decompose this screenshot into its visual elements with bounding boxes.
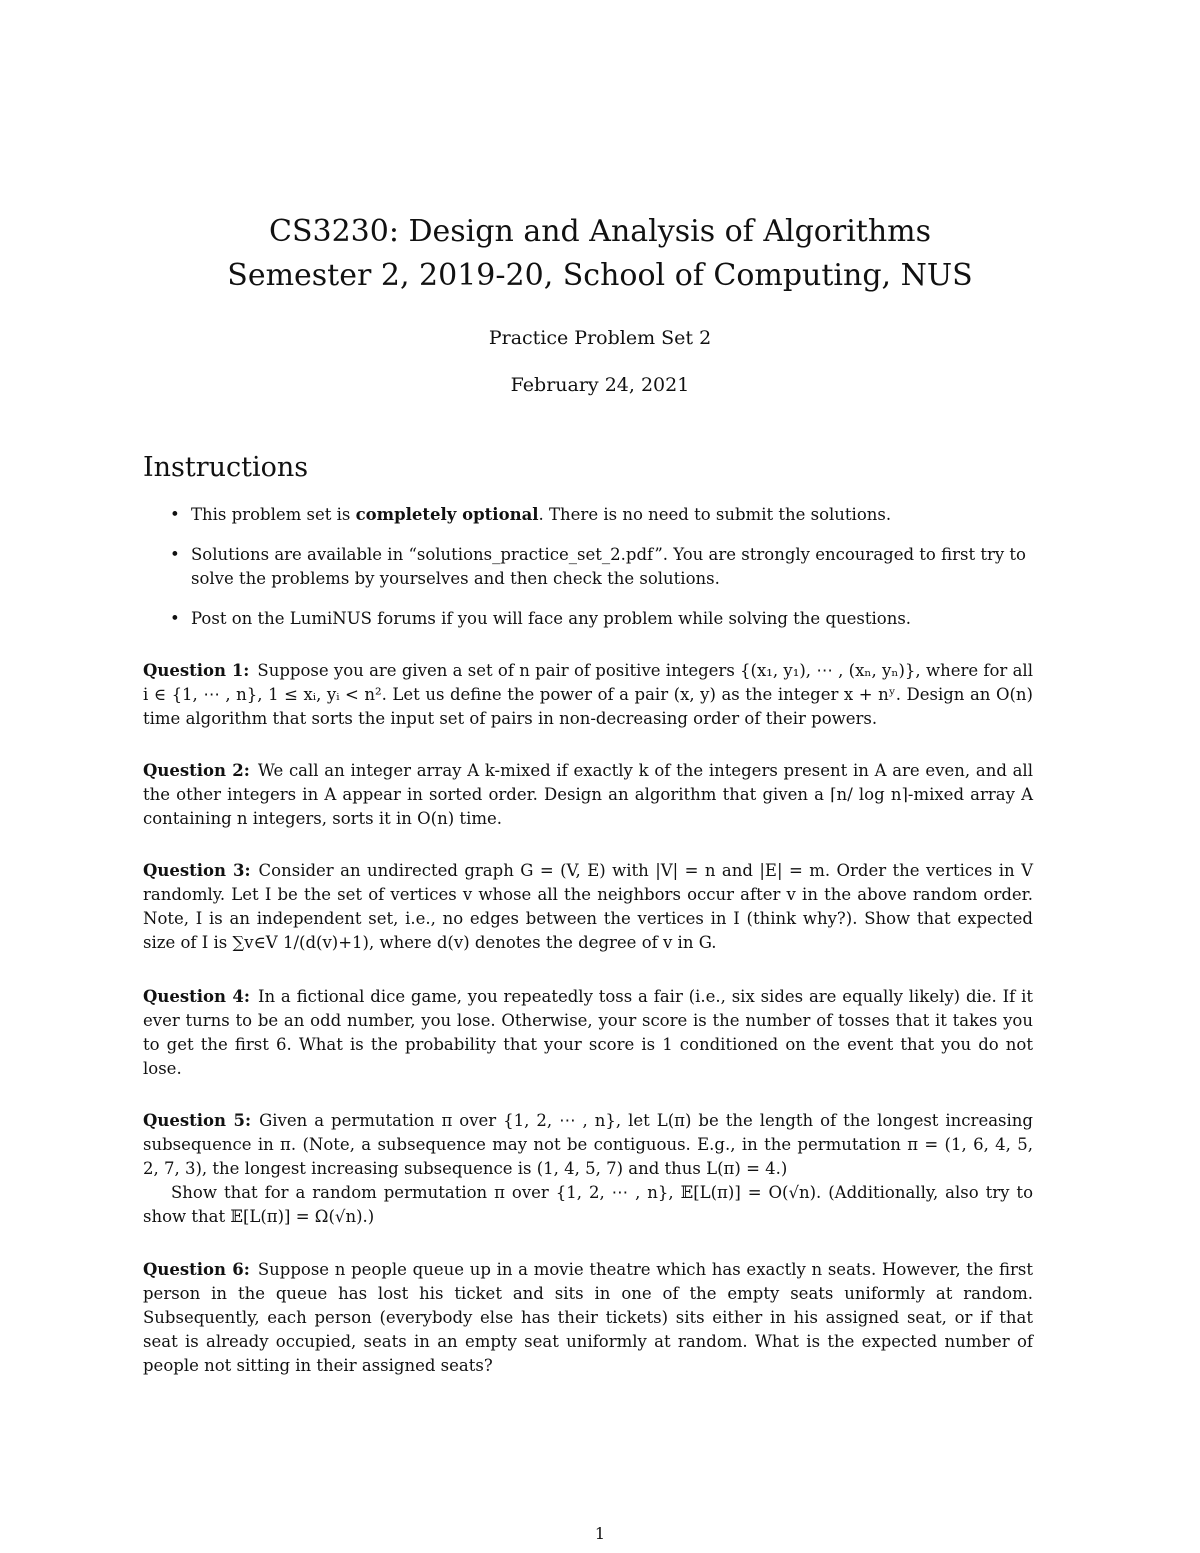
question-text: In a fictional dice game, you repeatedly toss a fair (i.e., six sides are equally likely) die. If it ever turns to be an odd number, you lose. Otherwise, your score is the number of tosses that it takes you to get the first 6. What is the probability that your score is 1 conditioned on the event that you do not lose.	[143, 987, 1033, 1078]
instructions-heading: Instructions	[143, 452, 309, 483]
instruction-text-post: . There is no need to submit the solutions.	[538, 505, 892, 524]
problem-set-name: Practice Problem Set 2	[488, 327, 712, 349]
question-label: Question 1:	[143, 661, 250, 680]
question-text: Suppose you are given a set of n pair of positive integers {(x₁, y₁), ⋯ , (xₙ, yₙ)}, where for all i ∈ {1, ⋯ , n}, 1 ≤ xᵢ, yᵢ < n². Let us define the power of a pair (x, y) as the integer x + nʸ. Design an O(n) time algorithm that sorts the input set of pairs in non-decreasing order of their powers.	[143, 661, 1033, 728]
question-text: Given a permutation π over {1, 2, ⋯ , n}, let L(π) be the length of the longest increasing subsequence in π. (Note, a subsequence may not be contiguous. E.g., in the permutation π = (1, 6, 4, 5, 2, 7, 3), the longest increasing subsequence is (1, 4, 5, 7) and thus L(π) = 4.)	[143, 1111, 1033, 1178]
document-subtitle: Semester 2, 2019-20, School of Computing, NUS	[227, 258, 973, 293]
question-label: Question 5:	[143, 1111, 252, 1130]
question-label: Question 4:	[143, 987, 250, 1006]
question-text-continued: Show that for a random permutation π over {1, 2, ⋯ , n}, 𝔼[L(π)] = O(√n). (Additionally, also try to show that 𝔼[L(π)] = Ω(√n).)	[143, 1183, 1033, 1226]
question-text: Consider an undirected graph G = (V, E) with |V| = n and |E| = m. Order the vertices in V randomly. Let I be the set of vertices v whose all the neighbors occur after v in the above random order. Note, I is an independent set, i.e., no edges between the vertices in I (think why?). Show that expected size of I is ∑v∈V 1/(d(v)+1), where d(v) denotes the degree of v in G.	[143, 861, 1033, 952]
question-text: We call an integer array A k-mixed if exactly k of the integers present in A are even, and all the other integers in A appear in sorted order. Design an algorithm that given a ⌈n/ log n⌉-mixed array A containing n integers, sorts it in O(n) time.	[143, 761, 1033, 828]
instruction-emphasis: completely optional	[355, 505, 539, 524]
instruction-item	[170, 543, 1040, 591]
question-6	[143, 1258, 1033, 1378]
question-label: Question 6:	[143, 1260, 250, 1279]
document-date: February 24, 2021	[510, 374, 690, 396]
instructions-list	[170, 503, 1040, 647]
question-4	[143, 985, 1033, 1081]
instruction-text-pre: This problem set is	[191, 505, 356, 524]
question-2	[143, 759, 1033, 831]
page-number: 1	[594, 1524, 606, 1543]
document-title: CS3230: Design and Analysis of Algorithms	[268, 214, 932, 249]
question-label: Question 3:	[143, 861, 251, 880]
instruction-text: Post on the LumiNUS forums if you will face any problem while solving the questions.	[191, 609, 912, 628]
question-text: Suppose n people queue up in a movie theatre which has exactly n seats. However, the first person in the queue has lost his ticket and sits in one of the empty seats uniformly at random. Subsequently, each person (everybody else has their tickets) sits either in his assigned seat, or if that seat is already occupied, seats in an empty seat uniformly at random. What is the expected number of people not sitting in their assigned seats?	[143, 1260, 1033, 1375]
bullet-icon: •	[170, 609, 180, 628]
question-3	[143, 859, 1033, 955]
question-label: Question 2:	[143, 761, 250, 780]
bullet-icon: •	[170, 505, 180, 524]
bullet-icon: •	[170, 545, 180, 564]
instruction-text: Solutions are available in “solutions_practice_set_2.pdf”. You are strongly encouraged to first try to solve the problems by yourselves and then check the solutions.	[191, 545, 1026, 588]
instruction-item	[170, 503, 1040, 527]
instruction-item	[170, 607, 1040, 631]
question-1	[143, 659, 1033, 731]
question-5	[143, 1109, 1033, 1229]
